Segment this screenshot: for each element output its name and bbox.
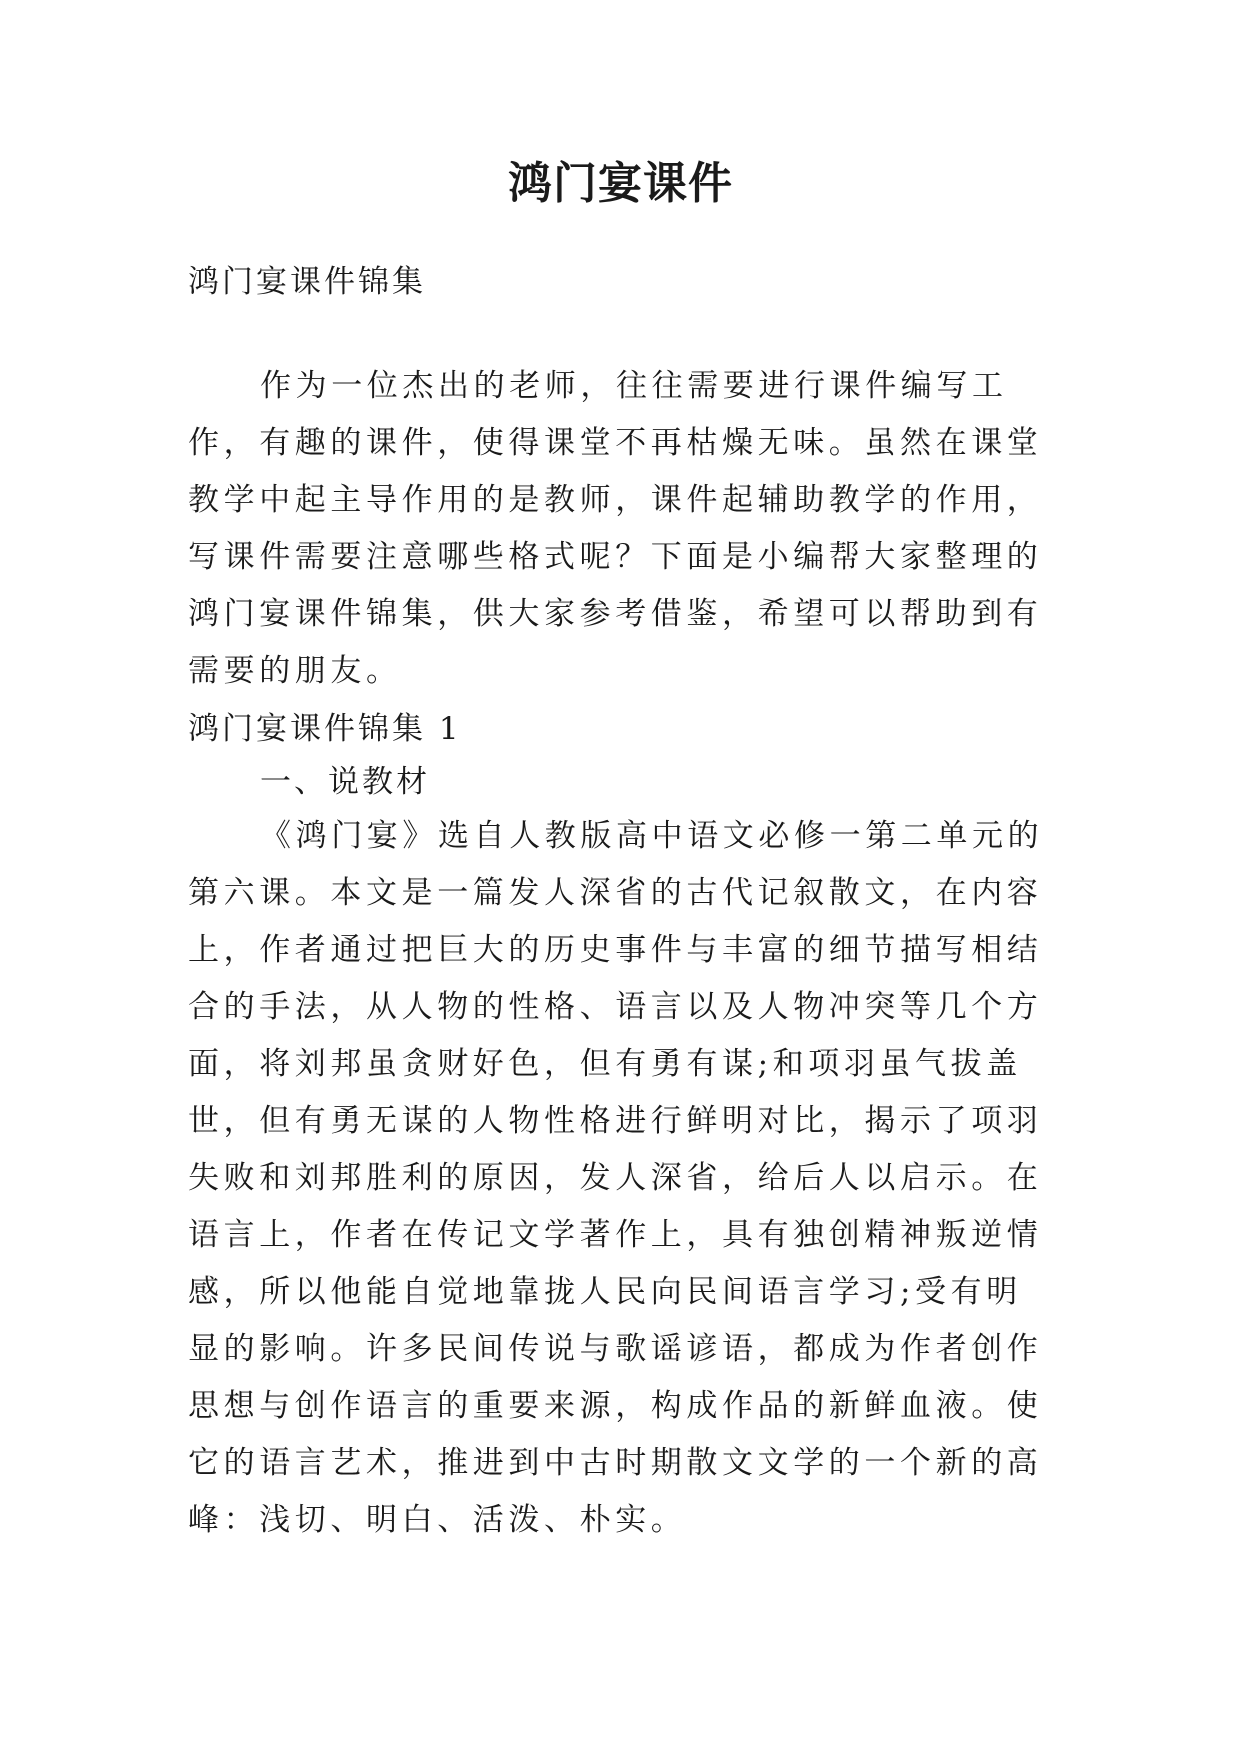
intro-paragraph: 作为一位杰出的老师，往往需要进行课件编写工作，有趣的课件，使得课堂不再枯燥无味。虽然在课堂教学中起主导作用的是教师，课件起辅助教学的作用，写课件需要注意哪些格式呢？下面是小编帮大家整理的鸿门宴课件锦集，供大家参考借鉴，希望可以帮助到有需要的朋友。	[188, 368, 1043, 689]
document-title: 鸿门宴课件	[508, 158, 733, 209]
section-subheading: 一、说教材	[260, 764, 430, 800]
section-heading: 鸿门宴课件锦集 1	[188, 711, 462, 747]
section-paragraph: 《鸿门宴》选自人教版高中语文必修一第二单元的第六课。本文是一篇发人深省的古代记叙散文，在内容上，作者通过把巨大的历史事件与丰富的细节描写相结合的手法，从人物的性格、语言以及人物冲突等几个方面，将刘邦虽贪财好色，但有勇有谋;和项羽虽气拔盖世，但有勇无谋的人物性格进行鲜明对比，揭示了项羽失败和刘邦胜利的原因，发人深省，给后人以启示。在语言上，作者在传记文学著作上，具有独创精神叛逆情感，所以他能自觉地靠拢人民向民间语言学习;受有明显的影响。许多民间传说与歌谣谚语，都成为作者创作思想与创作语言的重要来源，构成作品的新鲜血液。使它的语言艺术，推进到中古时期散文文学的一个新的高峰：浅切、明白、活泼、朴实。	[188, 818, 1044, 1538]
document-subtitle: 鸿门宴课件锦集	[188, 264, 426, 300]
